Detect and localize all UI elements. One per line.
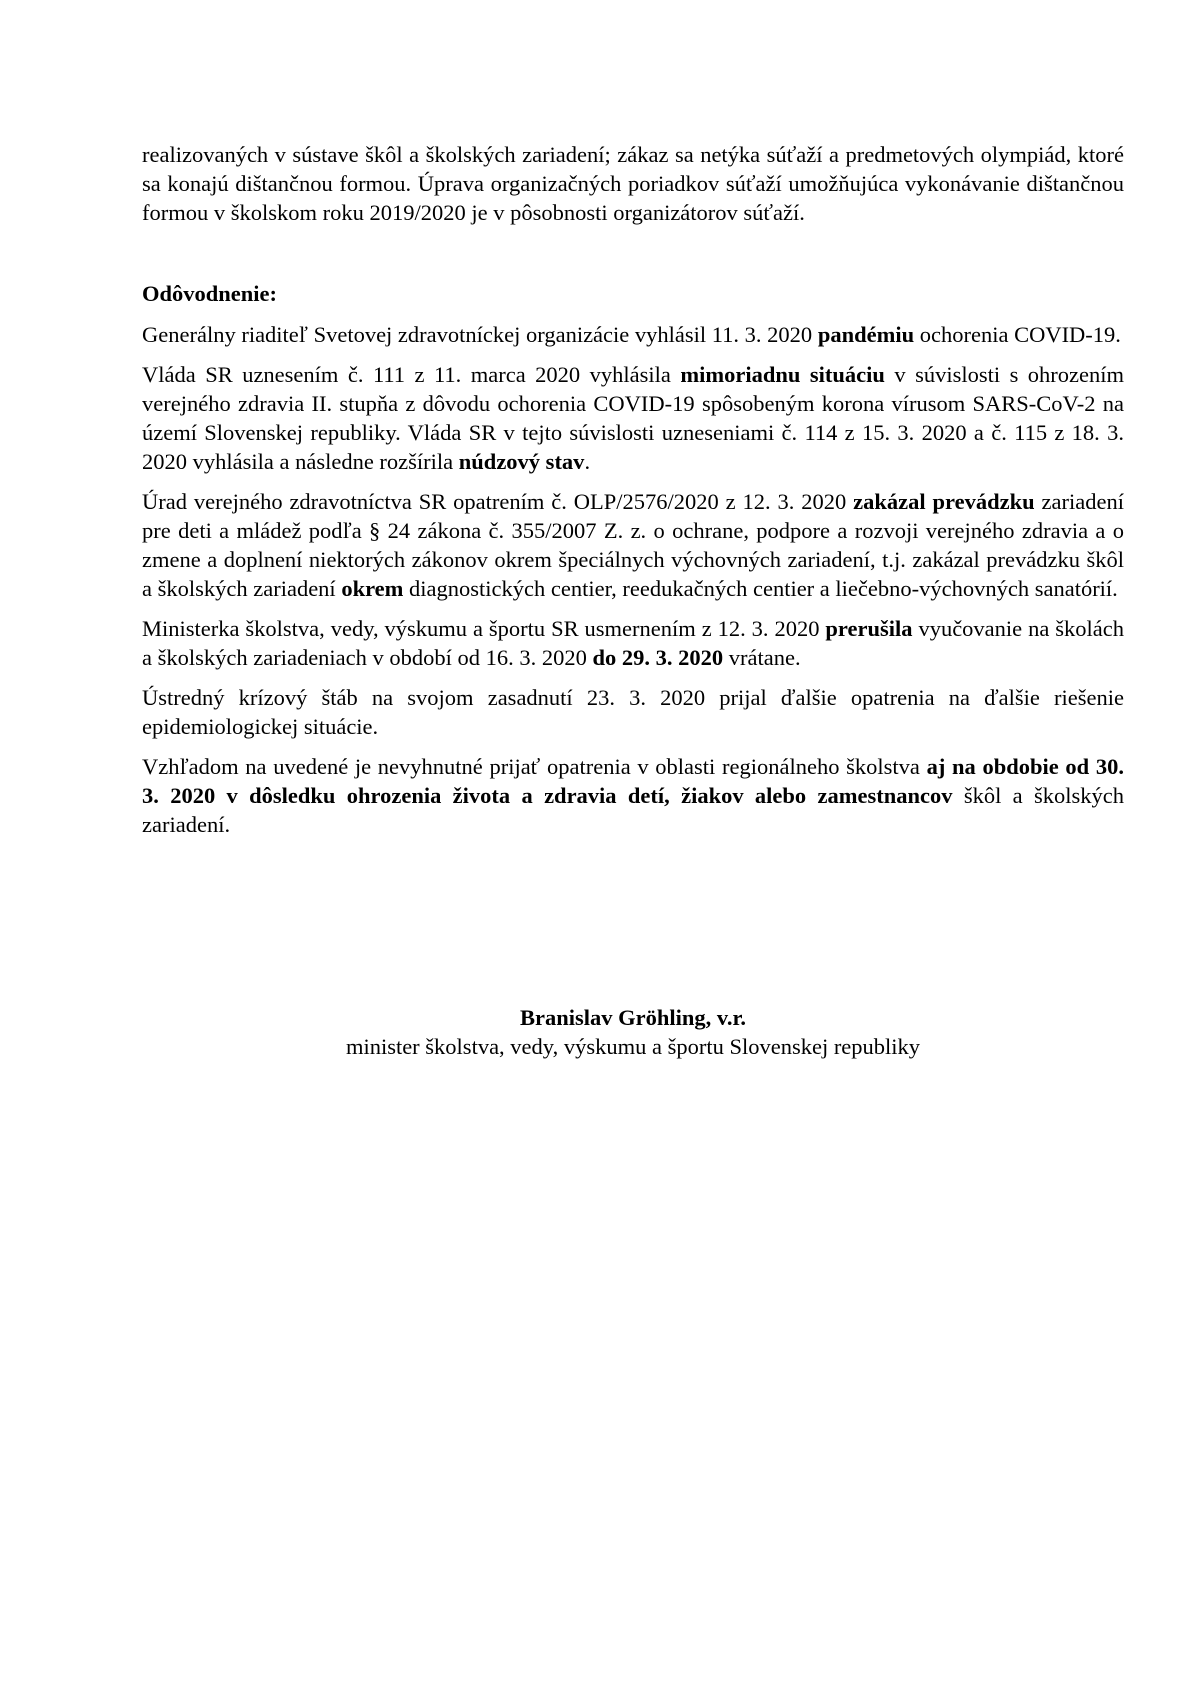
paragraph-emphasis: núdzový stav: [458, 449, 585, 474]
paragraph-text: Vláda SR uznesením č. 111 z 11. marca 2020 vyhlásila: [142, 362, 681, 387]
paragraph-emphasis: pandémiu: [817, 322, 915, 347]
paragraph-conclusion: [142, 752, 1124, 839]
signatory-name: Branislav Gröhling, v.r.: [519, 1005, 747, 1030]
paragraph-text: Generálny riaditeľ Svetovej zdravotníckej organizácie vyhlásil 11. 3. 2020: [142, 322, 818, 347]
paragraph-text: Vzhľadom na uvedené je nevyhnutné prijať opatrenia v oblasti regionálneho školstva: [142, 754, 927, 779]
intro-paragraph: realizovaných v sústave škôl a školských zariadení; zákaz sa netýka súťaží a predmetových olympiád, ktoré sa konajú dištančnou formou. Úprava organizačných poriadkov súťaží umožňujúca vykonávanie dištančnou formou v školskom roku 2019/2020 je v pôsobnosti organizátorov súťaží.: [142, 142, 1124, 225]
paragraph-crisis-staff: [142, 683, 1124, 741]
paragraph-text: škôl a školských zariadení.: [142, 783, 1124, 837]
paragraph-emphasis: okrem: [341, 576, 404, 601]
paragraph-text: Úrad verejného zdravotníctva SR opatrením č. OLP/2576/2020 z 12. 3. 2020: [142, 489, 854, 514]
paragraph-emphasis: prerušila: [825, 616, 913, 641]
paragraph-emphasis: aj na obdobie od 30. 3. 2020 v dôsledku ohrozenia života a zdravia detí, žiakov alebo zamestnancov: [142, 754, 1124, 808]
paragraph-text: Ústredný krízový štáb na svojom zasadnutí 23. 3. 2020 prijal ďalšie opatrenia na ďalšie riešenie epidemiologickej situácie.: [142, 685, 1124, 739]
document-body: [142, 140, 1124, 850]
paragraph-emphasis: do 29. 3. 2020: [592, 645, 724, 670]
paragraph-text: .: [584, 449, 591, 474]
paragraph-text: vrátane.: [723, 645, 801, 670]
paragraph-emphasis: zakázal prevádzku: [853, 489, 1035, 514]
section-heading: Odôvodnenie:: [142, 281, 278, 306]
paragraph-text: vyučovanie na školách a školských zariadeniach v období od 16. 3. 2020: [142, 616, 1124, 670]
paragraph-text: diagnostických centier, reedukačných centier a liečebno-výchovných sanatórií.: [403, 576, 1118, 601]
paragraph-text: ochorenia COVID-19.: [914, 322, 1121, 347]
paragraph-government: [142, 360, 1124, 476]
paragraph-text: zariadení pre deti a mládež podľa § 24 zákona č. 355/2007 Z. z. o ochrane, podpore a rozvoji verejného zdravia a o zmene a doplnení niektorých zákonov okrem špeciálnych výchovných zariadení, t.j. zakázal prevádzku škôl a školských zariadení: [142, 489, 1124, 601]
paragraph-pandemic: [142, 320, 1124, 349]
paragraph-health-office: [142, 487, 1124, 603]
signature-block: [142, 1003, 1124, 1061]
paragraph-emphasis: mimoriadnu situáciu: [680, 362, 885, 387]
paragraph-text: v súvislosti s ohrozením verejného zdravia II. stupňa z dôvodu ochorenia COVID-19 spôsobeným korona vírusom SARS-CoV-2 na území Slovenskej republiky. Vláda SR v tejto súvislosti uzneseniami č. 114 z 15. 3. 2020 a č. 115 z 18. 3. 2020 vyhlásila a následne rozšírila: [142, 362, 1125, 474]
signatory-title: minister školstva, vedy, výskumu a športu Slovenskej republiky: [345, 1034, 921, 1059]
paragraph-text: Ministerka školstva, vedy, výskumu a športu SR usmernením z 12. 3. 2020: [142, 616, 826, 641]
paragraph-minister: [142, 614, 1124, 672]
